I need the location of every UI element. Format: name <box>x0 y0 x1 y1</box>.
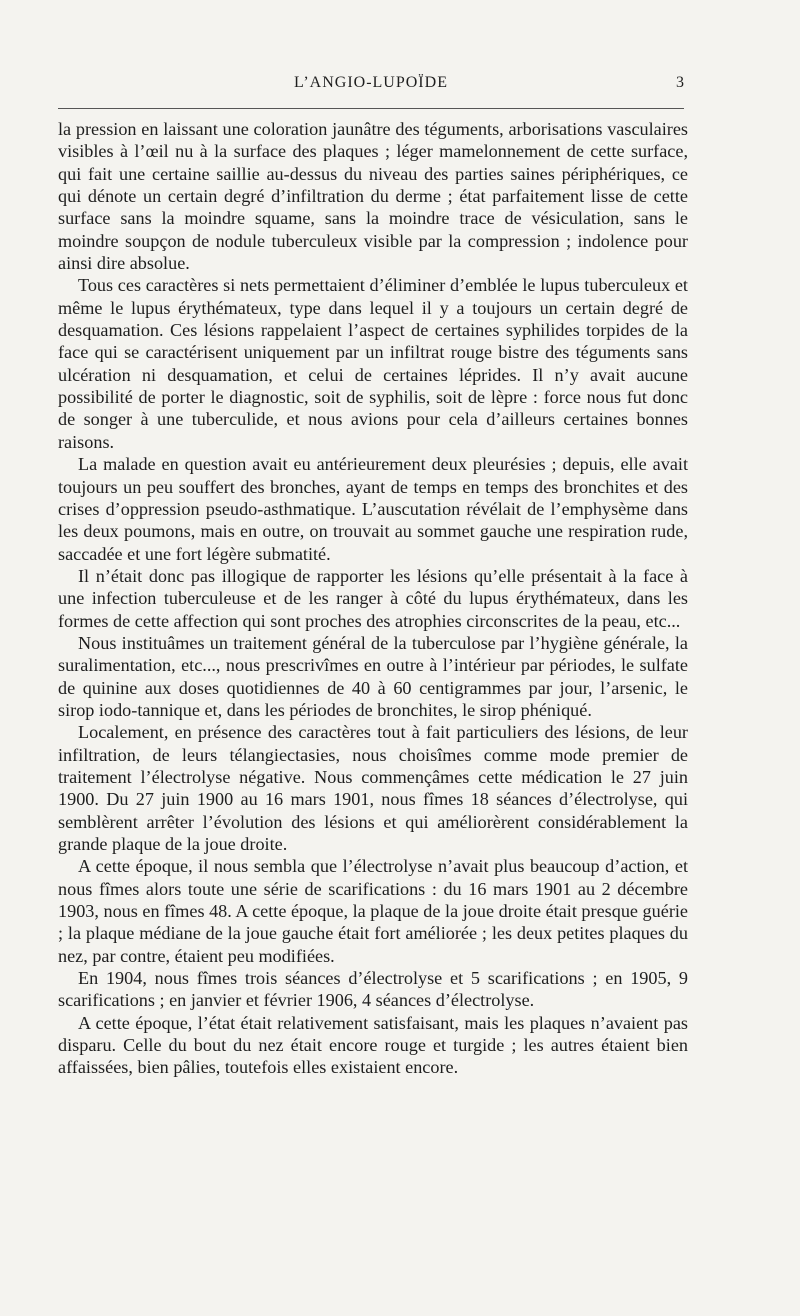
paragraph: En 1904, nous fîmes trois séances d’électrolyse et 5 scarifications ; en 1905, 9 scarifications ; en janvier et février 1906, 4 séances d’électrolyse. <box>58 968 688 1011</box>
paragraph: A cette époque, il nous sembla que l’électrolyse n’avait plus beaucoup d’action, et nous fîmes alors toute une série de scarifications : du 16 mars 1901 au 2 décembre 1903, nous en fîmes 48. A cette époque, la plaque de la joue droite était presque guérie ; la plaque médiane de la joue gauche était fort améliorée ; les deux petites plaques du nez, par contre, étaient peu modifiées. <box>58 856 688 966</box>
page-number: 3 <box>676 74 684 91</box>
paragraph: Nous instituâmes un traitement général de la tuberculose par l’hygiène générale, la suralimentation, etc..., nous prescrivîmes en outre à l’intérieur par périodes, le sulfate de quinine aux doses quotidiennes de 40 à 60 centigrammes par jour, l’arsenic, le sirop iodo-tannique et, dans les périodes de bronchites, le sirop phéniqué. <box>58 632 688 720</box>
header-rule <box>58 108 684 109</box>
paragraph: A cette époque, l’état était relativement satisfaisant, mais les plaques n’avaient pas disparu. Celle du bout du nez était encore rouge et turgide ; les autres étaient bien affaissées, bien pâlies, toutefois elles existaient encore. <box>58 1012 688 1078</box>
page-header <box>58 74 684 98</box>
running-title: L’ANGIO-LUPOÏDE <box>294 74 448 91</box>
paragraph: Localement, en présence des caractères tout à fait particuliers des lésions, de leur infiltration, de leurs télangiectasies, nous choisîmes comme mode premier de traitement l’électrolyse négative. Nous commençâmes cette médication le 27 juin 1900. Du 27 juin 1900 au 16 mars 1901, nous fîmes 18 séances d’électrolyse, qui semblèrent arrêter l’évolution des lésions et qui améliorèrent considérablement la grande plaque de la joue droite. <box>58 722 688 854</box>
paragraph: Tous ces caractères si nets permettaient d’éliminer d’emblée le lupus tuberculeux et même le lupus érythémateux, type dans lequel il y a toujours un certain degré de desquamation. Ces lésions rappelaient l’aspect de certaines syphilides torpides de la face qui se caractérisent uniquement par un infiltrat rouge bistre des téguments sans ulcération ni desquamation, et celui de certaines léprides. Il n’y avait aucune possibilité de porter le diagnostic, soit de syphilis, soit de lèpre : force nous fut donc de songer à une tuberculide, et nous avions pour cela d’ailleurs certaines bonnes raisons. <box>58 275 688 452</box>
paragraph-continued: la pression en laissant une coloration jaunâtre des téguments, arborisations vasculaires visibles à l’œil nu à la surface des plaques ; léger mamelonnement de cette surface, qui fait une certaine saillie au-dessus du niveau des parties saines périphériques, ce qui dénote un certain degré d’infiltration du derme ; état parfaitement lisse de cette surface sans la moindre squame, sans la moindre trace de vésiculation, sans le moindre soupçon de nodule tuberculeux visible par la compression ; indolence pour ainsi dire absolue. <box>58 119 688 274</box>
paragraph: La malade en question avait eu antérieurement deux pleurésies ; depuis, elle avait toujours un peu souffert des bronches, ayant de temps en temps des bronchites et des crises d’oppression pseudo-asthmatique. L’auscutation révélait de l’emphysème dans les deux poumons, mais en outre, on trouvait au sommet gauche une respiration rude, saccadée et une fort légère submatité. <box>58 454 688 564</box>
paragraph: Il n’était donc pas illogique de rapporter les lésions qu’elle présentait à la face à une infection tuberculeuse et de les ranger à côté du lupus érythémateux, dans les formes de cette affection qui sont proches des atrophies circonscrites de la peau, etc... <box>58 565 688 631</box>
body-text <box>58 118 688 1079</box>
